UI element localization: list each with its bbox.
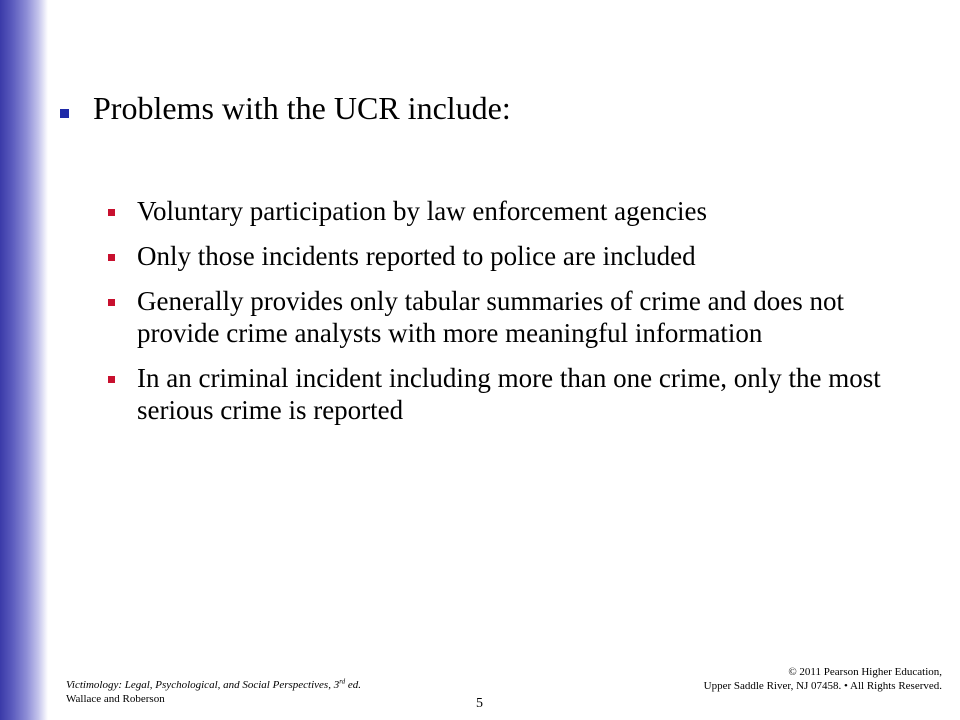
sub-bullet-item	[108, 195, 918, 227]
page-number: 5	[476, 696, 483, 711]
copyright-line-1: © 2011 Pearson Higher Education,	[788, 666, 942, 678]
main-bullet-square	[60, 109, 69, 118]
sub-bullet-item	[108, 285, 918, 349]
slide-heading: Problems with the UCR include:	[93, 90, 511, 126]
sub-bullet-text: In an criminal incident including more than one crime, only the most serious crime is reported	[137, 363, 881, 425]
edition-suffix: ed.	[345, 679, 362, 691]
sub-bullet-text: Generally provides only tabular summaries of crime and does not provide crime analysts with more meaningful information	[137, 286, 845, 348]
sub-bullet-item	[108, 240, 918, 272]
sub-bullet-text: Only those incidents reported to police are included	[137, 241, 696, 271]
authors: Wallace and Roberson	[66, 693, 165, 705]
book-title-line	[66, 678, 361, 692]
sub-bullet-text: Voluntary participation by law enforcement agencies	[137, 196, 708, 226]
book-title: Victimology: Legal, Psychological, and Social Perspectives, 3	[66, 679, 340, 691]
sub-bullet-square	[108, 209, 115, 216]
side-gradient-bar	[0, 0, 48, 720]
footer-citation	[66, 678, 361, 706]
footer-copyright	[704, 665, 942, 693]
sub-bullet-square	[108, 254, 115, 261]
sub-bullet-square	[108, 376, 115, 383]
sub-bullet-list	[108, 195, 918, 439]
copyright-line-2: Upper Saddle River, NJ 07458. • All Rights Reserved.	[703, 680, 942, 692]
sub-bullet-item	[108, 362, 918, 426]
edition-superscript: rd	[339, 677, 346, 686]
sub-bullet-square	[108, 299, 115, 306]
